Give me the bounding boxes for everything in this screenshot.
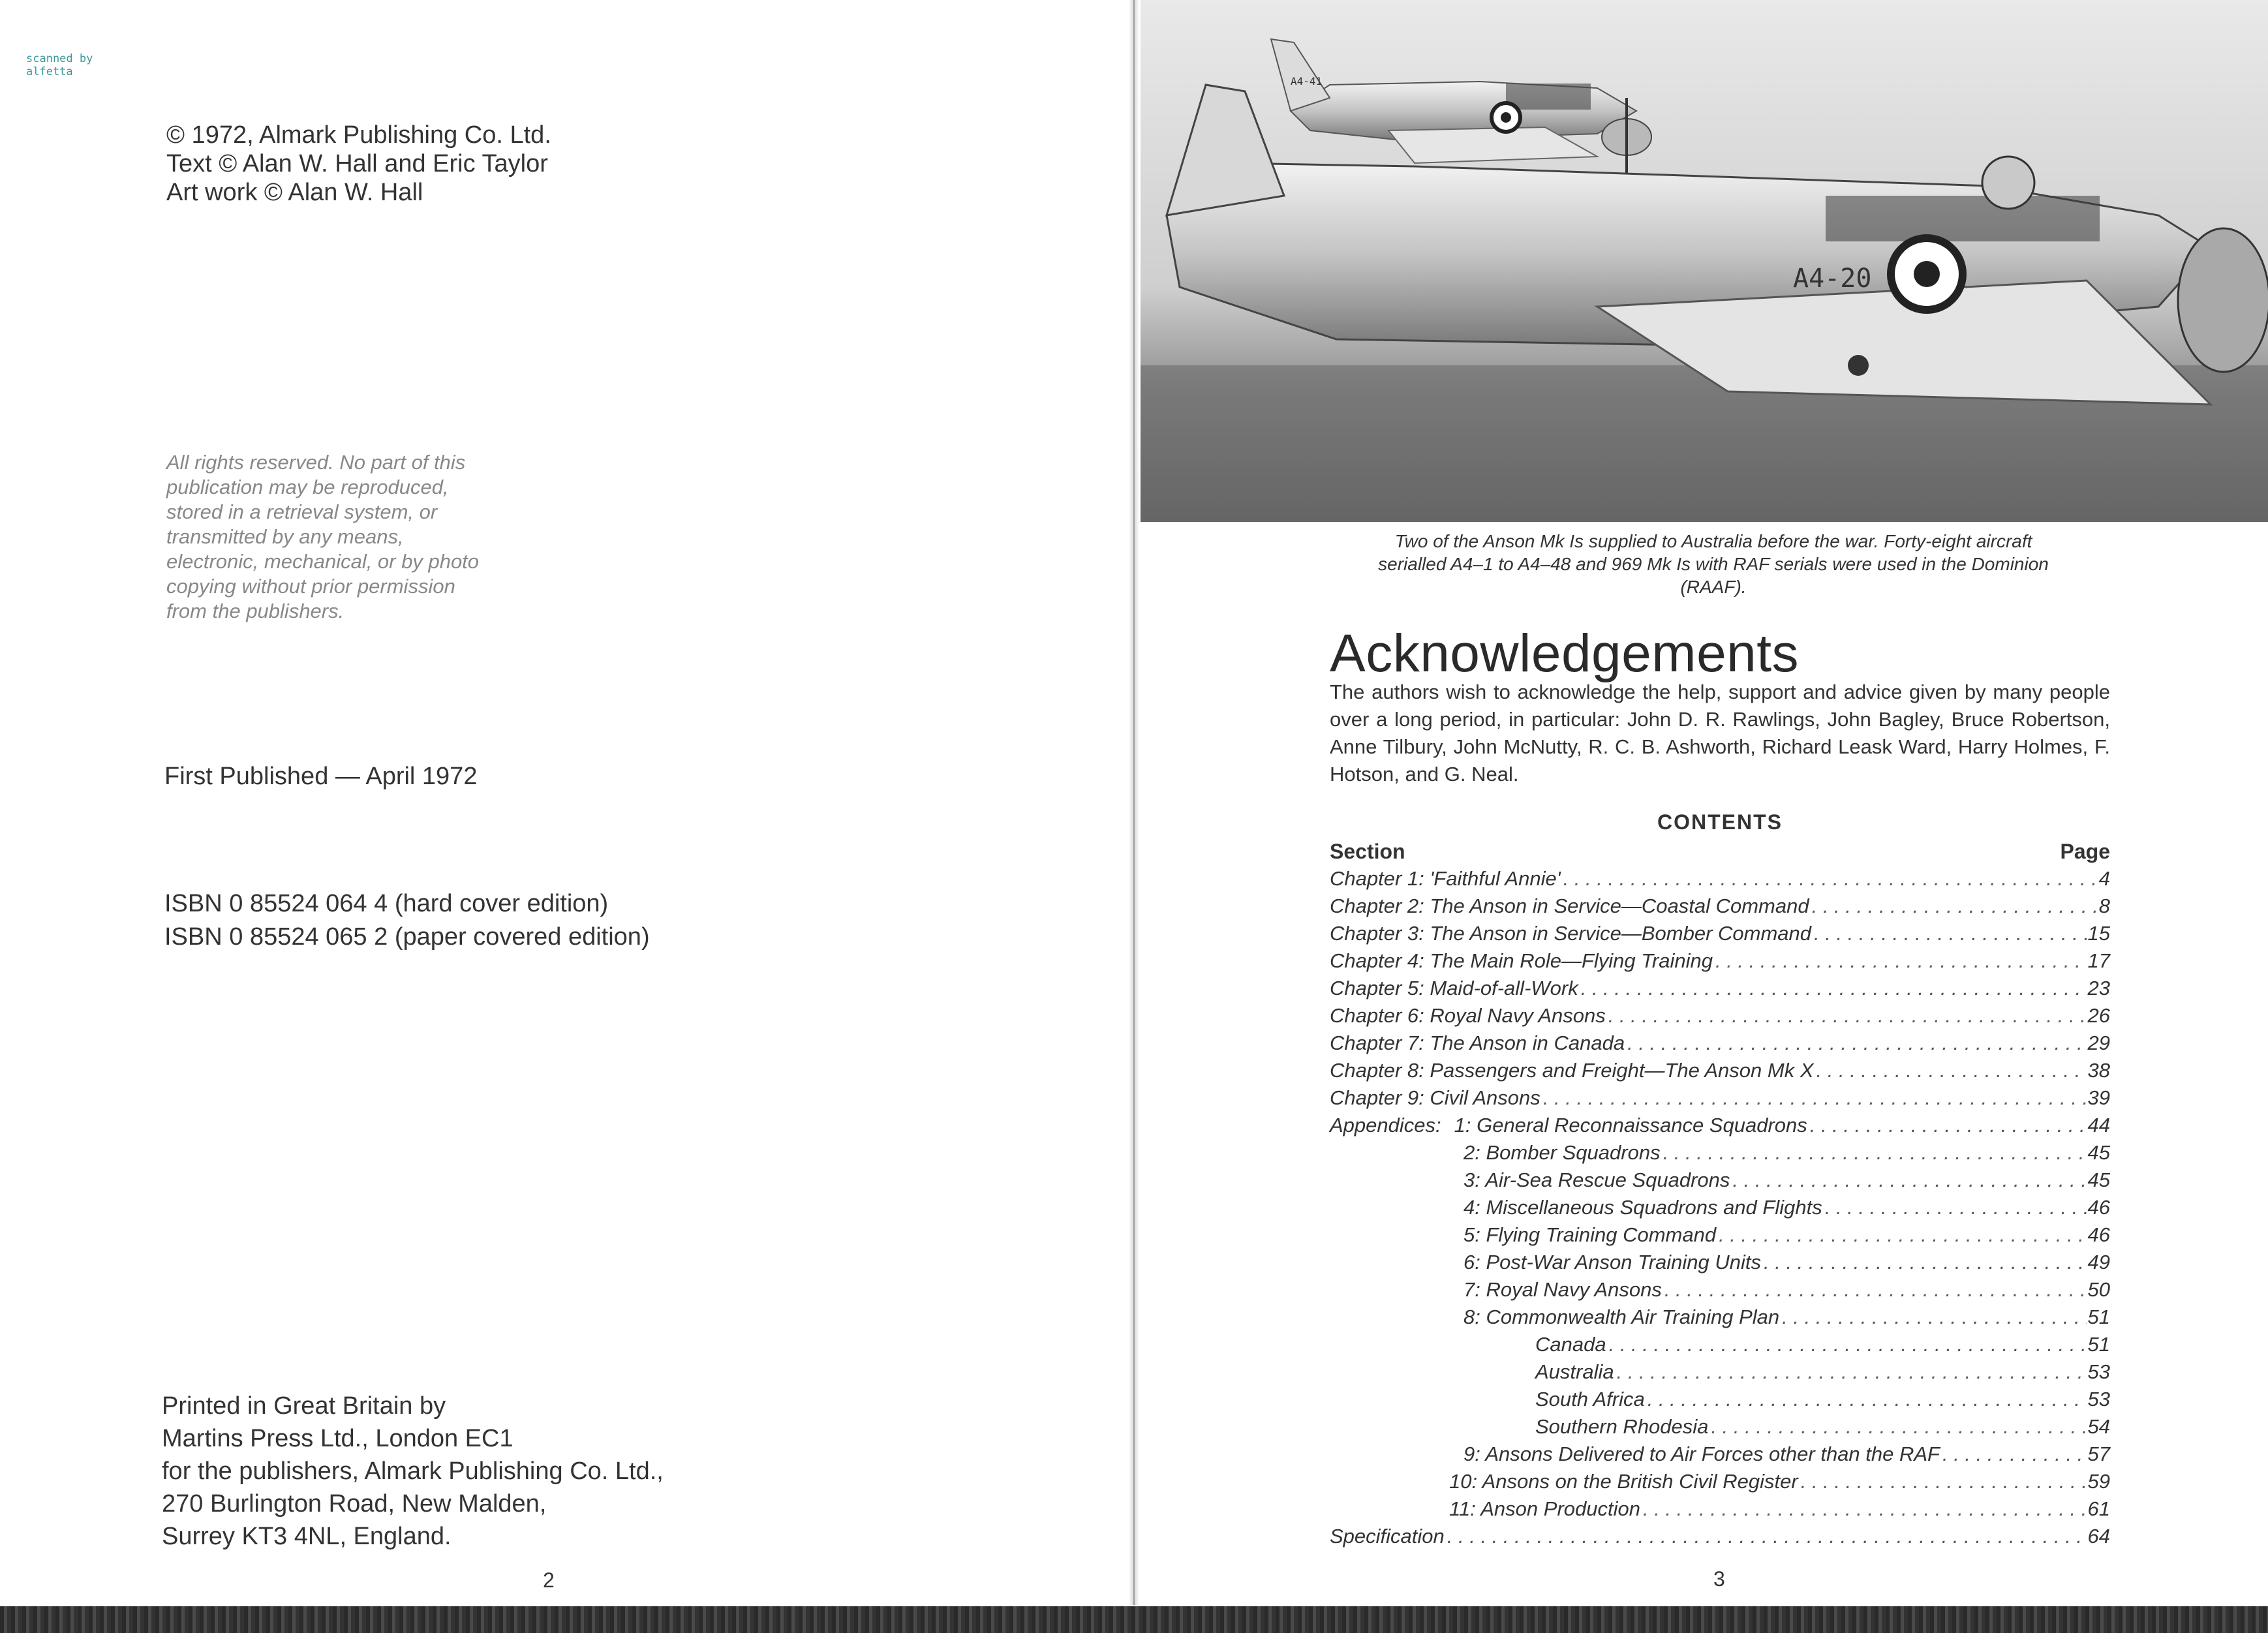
- toc-entry-label: Chapter 5: Maid-of-all-Work: [1330, 977, 1578, 1000]
- printer-line: for the publishers, Almark Publishing Co. Ltd.,: [162, 1457, 664, 1485]
- toc-entry-label: 3: Air-Sea Rescue Squadrons: [1463, 1168, 1730, 1191]
- toc-appendix-row: [1330, 1221, 2110, 1249]
- toc-entry-page: 29: [2087, 1031, 2110, 1054]
- toc-entry-page: 4: [2098, 867, 2110, 890]
- toc-leader-dots: [1543, 1084, 2087, 1112]
- toc-entry-label: 10: Ansons on the British Civil Register: [1449, 1470, 1798, 1493]
- toc-entry-label: 2: Bomber Squadrons: [1463, 1141, 1661, 1164]
- toc-chapter-row: [1330, 1030, 2110, 1057]
- table-of-contents: [1330, 838, 2110, 1550]
- aircraft-photo: [1141, 0, 2268, 522]
- toc-entry-label: Chapter 1: 'Faithful Annie': [1330, 867, 1561, 890]
- toc-appendix-row: [1330, 1139, 2110, 1167]
- photo-caption: [1302, 530, 2125, 598]
- toc-leader-dots: [1814, 920, 2086, 947]
- toc-leader-dots: [1782, 1304, 2086, 1331]
- toc-entry-label: South Africa: [1535, 1388, 1645, 1411]
- caption-line: serialled A4–1 to A4–48 and 969 Mk Is with RAF serials were used in the Dominion: [1378, 554, 2049, 574]
- toc-page-header: Page: [2060, 840, 2110, 863]
- rights-line: All rights reserved. No part of this: [166, 451, 466, 474]
- toc-chapter-row: [1330, 1084, 2110, 1112]
- toc-entry-page: 54: [2087, 1415, 2110, 1438]
- toc-leader-dots: [1617, 1358, 2087, 1386]
- toc-subentry-row: [1330, 1358, 2110, 1386]
- toc-leader-dots: [1812, 893, 2098, 920]
- toc-entry-page: 59: [2087, 1470, 2110, 1493]
- toc-header: [1330, 838, 2110, 865]
- copyright-line: Text © Alan W. Hall and Eric Taylor: [166, 150, 548, 177]
- toc-leader-dots: [1942, 1441, 2087, 1468]
- appendices-prefix: Appendices:: [1330, 1114, 1441, 1137]
- rights-line: transmitted by any means,: [166, 525, 404, 548]
- toc-entry-label: 6: Post-War Anson Training Units: [1463, 1251, 1761, 1274]
- toc-entry-page: 17: [2087, 949, 2110, 972]
- toc-leader-dots: [1581, 975, 2087, 1002]
- scan-note-line: alfetta: [26, 65, 73, 78]
- toc-entry-page: 15: [2087, 922, 2110, 945]
- toc-entry-label: Chapter 4: The Main Role—Flying Training: [1330, 949, 1713, 972]
- toc-entry-page: 23: [2087, 977, 2110, 1000]
- toc-leader-dots: [1764, 1249, 2087, 1276]
- toc-entry-label: 1: General Reconnaissance Squadrons: [1454, 1114, 1807, 1137]
- toc-appendix-row: [1330, 1112, 2110, 1139]
- caption-line: Two of the Anson Mk Is supplied to Australia before the war. Forty-eight aircraft: [1394, 531, 2032, 551]
- acknowledgements-title: Acknowledgements: [1330, 624, 1800, 683]
- rights-line: from the publishers.: [166, 600, 345, 622]
- isbn-block: [164, 887, 650, 954]
- toc-appendix-row: [1330, 1167, 2110, 1194]
- toc-appendix-row: [1330, 1249, 2110, 1276]
- left-page: [0, 0, 1134, 1605]
- toc-leader-dots: [1609, 1331, 2087, 1358]
- toc-appendix-row: [1330, 1194, 2110, 1221]
- toc-leader-dots: [1732, 1167, 2086, 1194]
- toc-section-header: Section: [1330, 840, 1405, 863]
- printer-block: [162, 1390, 664, 1553]
- toc-entry-label: Specification: [1330, 1525, 1445, 1548]
- toc-entry-label: 11: Anson Production: [1449, 1497, 1640, 1520]
- scan-note: [26, 52, 93, 78]
- toc-leader-dots: [1608, 1002, 2087, 1030]
- upper-aircraft-serial: A4-41: [1291, 75, 1323, 87]
- toc-entry-page: 51: [2087, 1305, 2110, 1328]
- scan-note-line: scanned by: [26, 52, 93, 65]
- printer-line: Printed in Great Britain by: [162, 1392, 446, 1420]
- toc-entry-page: 45: [2087, 1168, 2110, 1191]
- toc-entry-page: 49: [2087, 1251, 2110, 1274]
- toc-entry-page: 51: [2087, 1333, 2110, 1356]
- toc-entry-label: Chapter 8: Passengers and Freight—The Anson Mk X: [1330, 1059, 1814, 1082]
- toc-leader-dots: [1816, 1057, 2087, 1084]
- toc-entry-page: 61: [2087, 1497, 2110, 1520]
- toc-appendix-row: [1330, 1276, 2110, 1304]
- toc-entry-page: 46: [2087, 1223, 2110, 1246]
- copyright-line: Art work © Alan W. Hall: [166, 179, 423, 206]
- acknowledgements-body: The authors wish to acknowledge the help, support and advice given by many people over a long period, in particular: John D. R. Rawlings, John Bagley, Bruce Robertson, Anne Tilbury, John McNutty, R. C. B. Ashworth, Richard Leask Ward, Harry Holmes, F. Hotson, and G. Neal.: [1330, 680, 2110, 786]
- toc-leader-dots: [1627, 1030, 2086, 1057]
- rights-line: electronic, mechanical, or by photo: [166, 550, 480, 573]
- toc-entry-label: Australia: [1535, 1360, 1614, 1383]
- printer-line: 270 Burlington Road, New Malden,: [162, 1490, 547, 1518]
- toc-leader-dots: [1825, 1194, 2087, 1221]
- page-number-left: 2: [543, 1568, 555, 1592]
- printer-line: Surrey KT3 4NL, England.: [162, 1523, 452, 1550]
- toc-subentry-row: [1330, 1413, 2110, 1441]
- toc-entry-page: 38: [2087, 1059, 2110, 1082]
- toc-leader-dots: [1711, 1413, 2086, 1441]
- page-bottom-edge: [0, 1606, 2268, 1633]
- isbn-line: ISBN 0 85524 065 2 (paper covered edition): [164, 923, 650, 951]
- toc-chapter-row: [1330, 893, 2110, 920]
- toc-entry-label: 4: Miscellaneous Squadrons and Flights: [1463, 1196, 1822, 1219]
- toc-leader-dots: [1801, 1468, 2087, 1495]
- toc-entry-page: 26: [2087, 1004, 2110, 1027]
- toc-entry-page: 39: [2087, 1086, 2110, 1109]
- rights-notice: [166, 450, 479, 624]
- toc-chapter-row: [1330, 947, 2110, 975]
- toc-entry-label: 5: Flying Training Command: [1463, 1223, 1717, 1246]
- toc-entry-label: Chapter 9: Civil Ansons: [1330, 1086, 1540, 1109]
- toc-appendix-row: [1330, 1441, 2110, 1468]
- toc-chapter-row: [1330, 865, 2110, 893]
- anson-photo-illustration: [1141, 0, 2268, 522]
- toc-leader-dots: [1647, 1386, 2087, 1413]
- rights-line: publication may be reproduced,: [166, 476, 449, 498]
- isbn-line: ISBN 0 85524 064 4 (hard cover edition): [164, 890, 609, 917]
- toc-leader-dots: [1663, 1139, 2087, 1167]
- contents-title: CONTENTS: [1657, 810, 1783, 834]
- toc-chapter-row: [1330, 920, 2110, 947]
- rights-line: stored in a retrieval system, or: [166, 500, 438, 523]
- page-number-right: 3: [1713, 1567, 1725, 1591]
- toc-leader-dots: [1447, 1523, 2087, 1550]
- toc-specification-row: [1330, 1523, 2110, 1550]
- toc-entry-page: 44: [2087, 1114, 2110, 1137]
- toc-entry-label: 8: Commonwealth Air Training Plan: [1463, 1305, 1780, 1328]
- toc-entry-page: 45: [2087, 1141, 2110, 1164]
- toc-entry-label: Chapter 6: Royal Navy Ansons: [1330, 1004, 1606, 1027]
- toc-leader-dots: [1715, 947, 2087, 975]
- toc-entry-page: 46: [2087, 1196, 2110, 1219]
- toc-subentry-row: [1330, 1331, 2110, 1358]
- toc-appendix-row: [1330, 1468, 2110, 1495]
- toc-leader-dots: [1643, 1495, 2087, 1523]
- copyright-block: [166, 121, 551, 207]
- caption-line: (RAAF).: [1680, 577, 1747, 597]
- toc-entry-label: 7: Royal Navy Ansons: [1463, 1278, 1662, 1301]
- toc-leader-dots: [1664, 1276, 2087, 1304]
- toc-appendix-row: [1330, 1495, 2110, 1523]
- printer-line: Martins Press Ltd., London EC1: [162, 1425, 513, 1452]
- toc-leader-dots: [1810, 1112, 2087, 1139]
- toc-leader-dots: [1563, 865, 2098, 893]
- toc-subentry-row: [1330, 1386, 2110, 1413]
- toc-entry-page: 57: [2087, 1442, 2110, 1465]
- toc-entry-label: Chapter 3: The Anson in Service—Bomber Command: [1330, 922, 1812, 945]
- toc-chapter-row: [1330, 1002, 2110, 1030]
- toc-chapter-row: [1330, 1057, 2110, 1084]
- toc-entry-page: 8: [2098, 894, 2110, 917]
- toc-entry-page: 64: [2087, 1525, 2110, 1548]
- first-published: First Published — April 1972: [164, 763, 478, 790]
- toc-entry-label: Chapter 7: The Anson in Canada: [1330, 1031, 1625, 1054]
- toc-entry-label: Southern Rhodesia: [1535, 1415, 1709, 1438]
- rights-line: copying without prior permission: [166, 575, 455, 598]
- main-aircraft-serial: A4-20: [1793, 264, 1872, 294]
- book-spine: [1129, 0, 1139, 1605]
- toc-entry-page: 53: [2087, 1360, 2110, 1383]
- copyright-line: © 1972, Almark Publishing Co. Ltd.: [166, 121, 551, 149]
- toc-entry-label: Chapter 2: The Anson in Service—Coastal Command: [1330, 894, 1809, 917]
- toc-entry-page: 53: [2087, 1388, 2110, 1411]
- toc-leader-dots: [1719, 1221, 2086, 1249]
- toc-entry-label: Canada: [1535, 1333, 1606, 1356]
- toc-chapter-row: [1330, 975, 2110, 1002]
- toc-appendix-row: [1330, 1304, 2110, 1331]
- toc-entry-page: 50: [2087, 1278, 2110, 1301]
- toc-entry-label: 9: Ansons Delivered to Air Forces other than the RAF: [1463, 1442, 1940, 1465]
